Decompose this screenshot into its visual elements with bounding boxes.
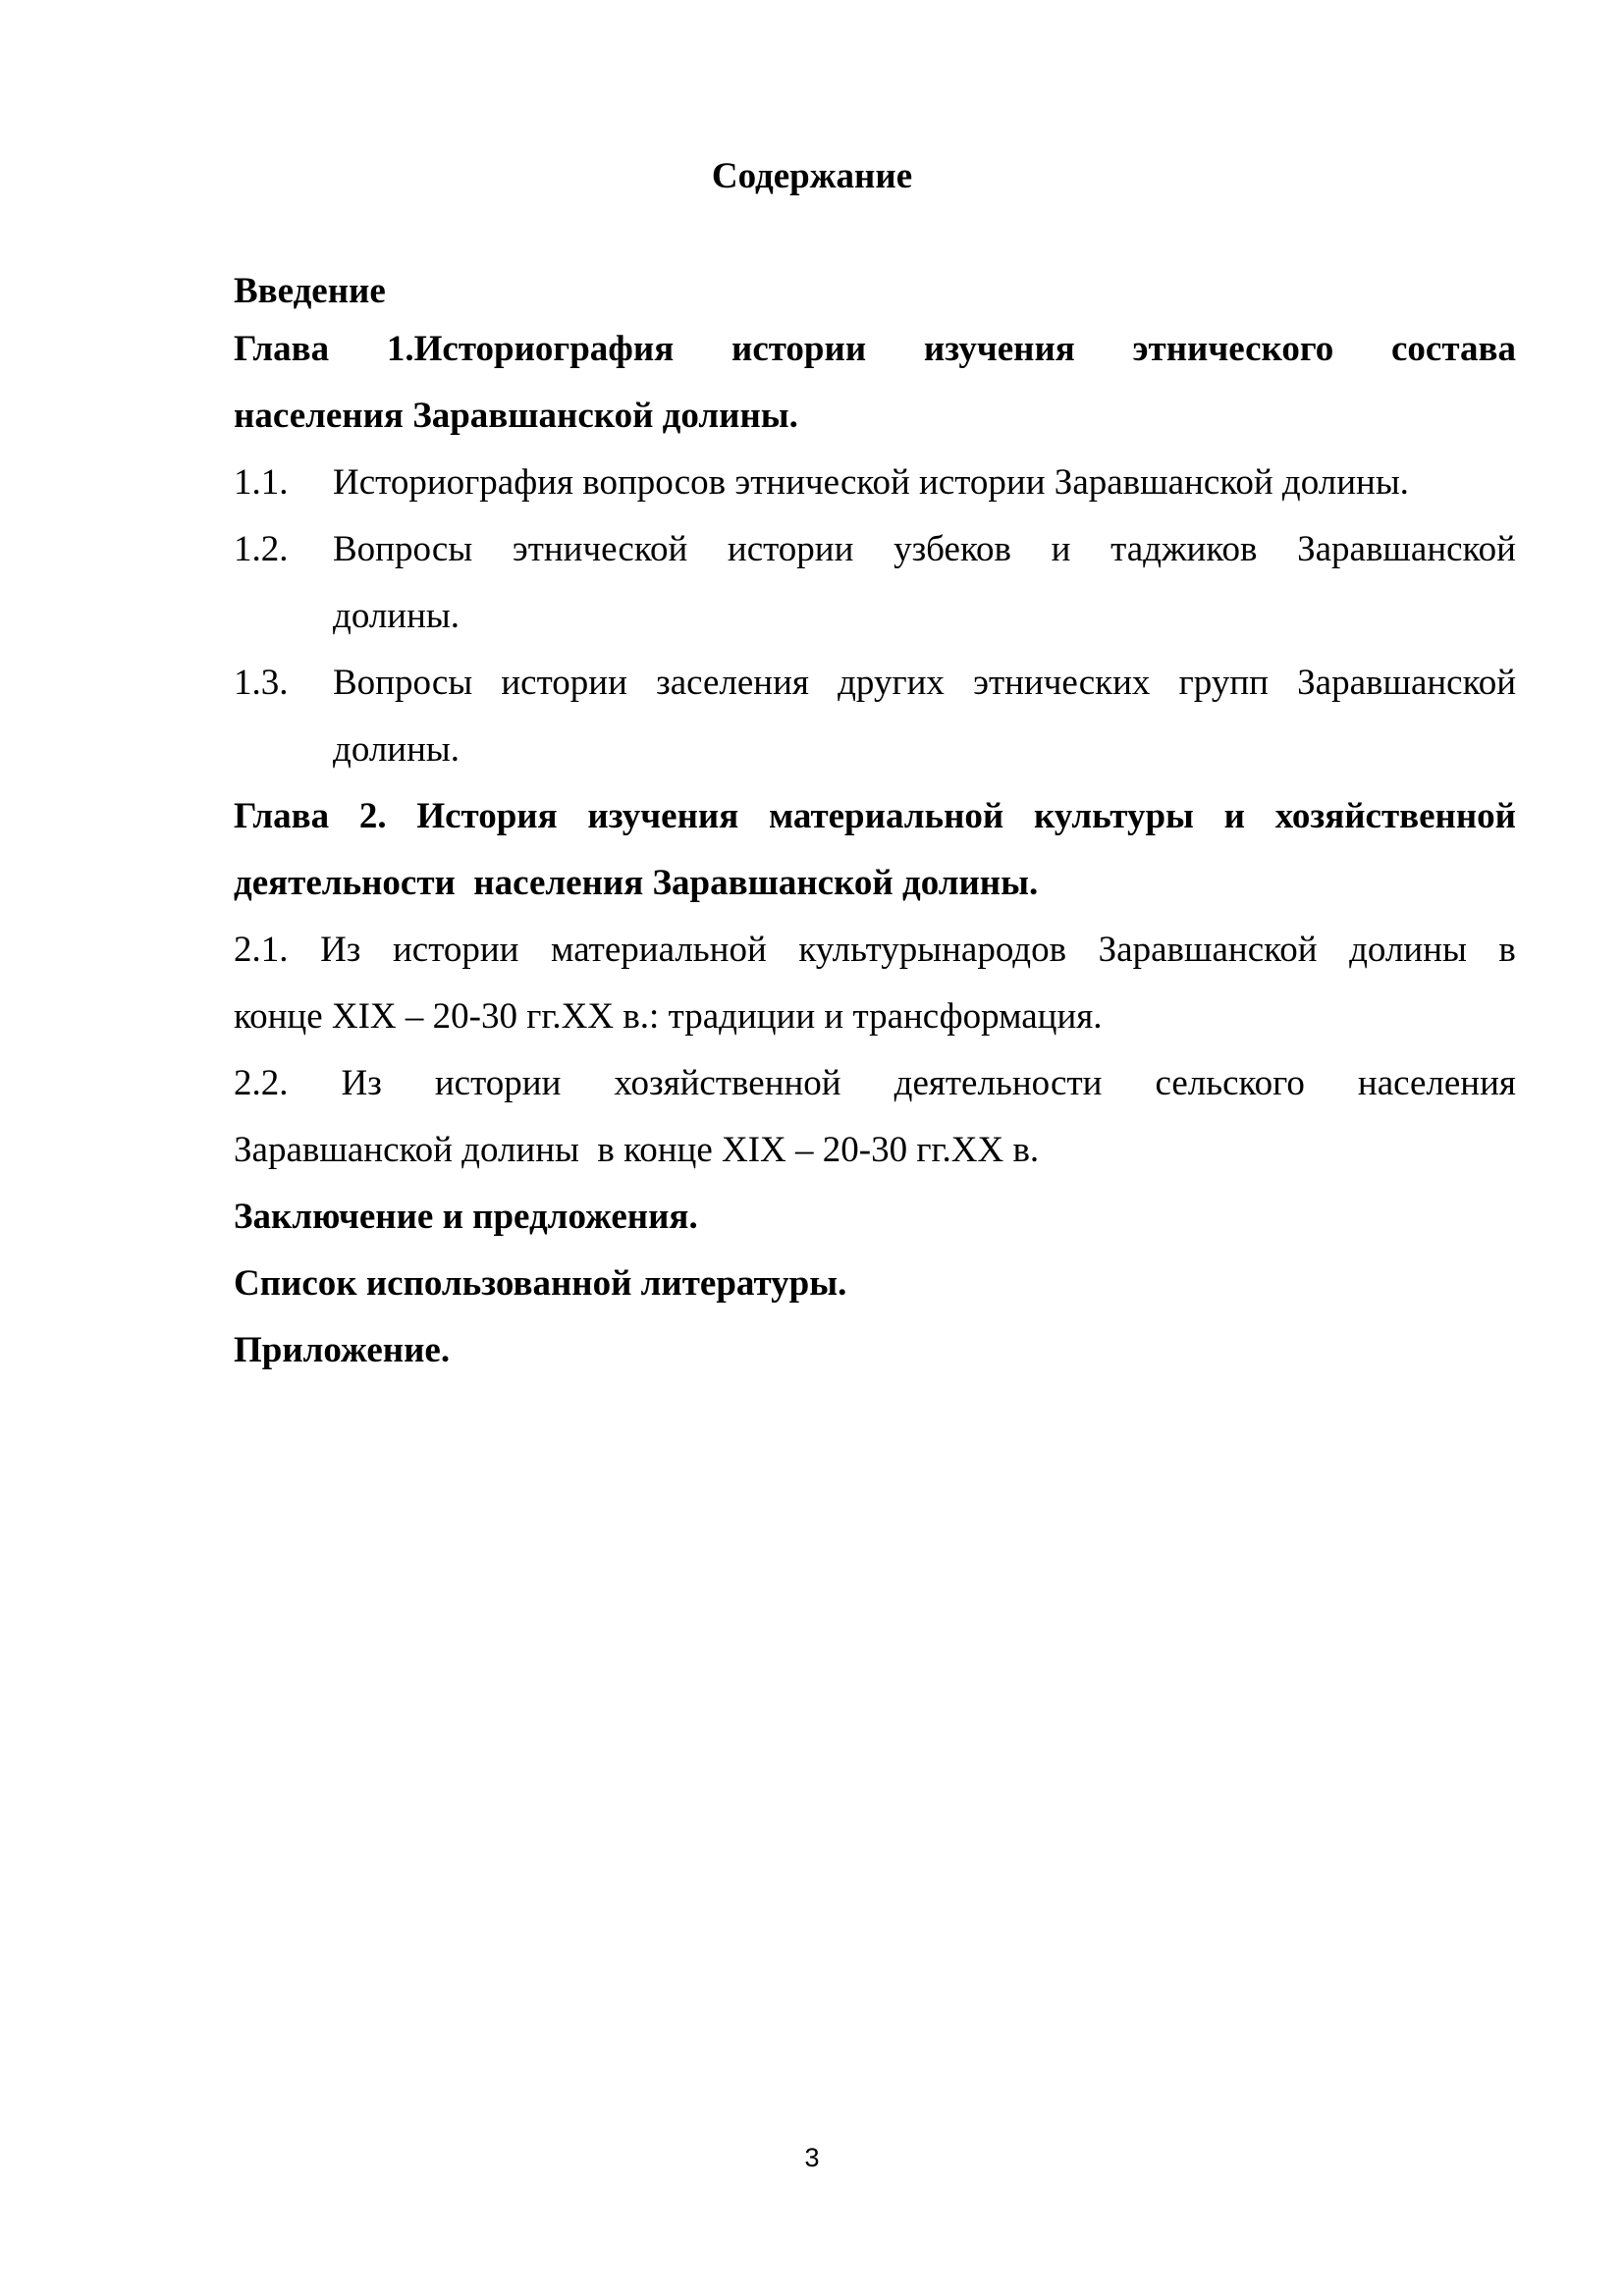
toc-bibliography: Список использованной литературы. [234, 1263, 847, 1304]
chapter-1-word: изучения [923, 329, 1075, 369]
section-word: Заравшанской [1098, 930, 1318, 970]
section-word: 2.1. [234, 930, 289, 970]
page-number: 3 [804, 2143, 820, 2172]
section-word: заселения [656, 663, 809, 703]
section-word: Вопросы [333, 529, 473, 569]
section-2-1-line-1 [234, 917, 1516, 984]
section-1-2-line-1 [333, 516, 1516, 583]
chapter-2-line-2: деятельности населения Заравшанской долины. [234, 863, 1039, 903]
section-1-2-line-2: долины. [333, 596, 460, 636]
section-text [333, 650, 1516, 783]
chapter-1-word: Глава [234, 329, 330, 369]
section-word: истории [434, 1063, 562, 1103]
section-word: долины [1349, 930, 1467, 970]
section-word: узбеков [893, 529, 1012, 569]
section-number: 1.2. [234, 529, 289, 569]
section-number: 1.1. [234, 462, 289, 503]
section-word: Из [320, 930, 361, 970]
section-word: Заравшанской [1297, 663, 1516, 703]
section-word: деятельности [893, 1063, 1103, 1103]
section-word: групп [1178, 663, 1269, 703]
section-word: Из [341, 1063, 382, 1103]
chapter-1-line-2: населения Заравшанской долины. [234, 396, 798, 436]
section-word: других [838, 663, 945, 703]
section-word: истории [501, 663, 627, 703]
section-2-1-line-2: конце XIX – 20-30 гг.XX в.: традиции и трансформация. [234, 996, 1103, 1037]
chapter-2-word: культуры [1033, 796, 1194, 836]
chapter-2-word: Глава [234, 796, 330, 836]
chapter-2-word: изучения [587, 796, 739, 836]
toc-introduction: Введение [234, 271, 386, 311]
section-word: Вопросы [333, 663, 473, 703]
section-2-2-line-2: Заравшанской долины в конце XIX – 20-30 гг.XX в. [234, 1130, 1040, 1170]
section-word: культурынародов [798, 930, 1067, 970]
chapter-2-word: История [416, 796, 558, 836]
chapter-1-line-1 [234, 316, 1516, 383]
chapter-2-word: материальной [768, 796, 1004, 836]
page-title: Содержание [711, 156, 913, 196]
chapter-1-word: истории [731, 329, 867, 369]
section-1-1-line-1: Историография вопросов этнической истории Заравшанской долины. [333, 462, 1409, 503]
toc-conclusion: Заключение и предложения. [234, 1197, 698, 1237]
chapter-1-word: этнического [1132, 329, 1334, 369]
section-word: 2.2. [234, 1063, 289, 1103]
toc-section-2-1 [234, 917, 1516, 1050]
toc-section-1-3 [234, 650, 1516, 783]
toc-section-1-2 [234, 516, 1516, 650]
toc-section-2-2 [234, 1050, 1516, 1184]
chapter-1-word: состава [1391, 329, 1516, 369]
toc-appendix: Приложение. [234, 1330, 451, 1370]
chapter-2-word: 2. [358, 796, 387, 836]
section-word: материальной [551, 930, 767, 970]
section-word: и [1051, 529, 1071, 569]
section-word: в [1498, 930, 1516, 970]
section-word: населения [1357, 1063, 1516, 1103]
section-text [333, 450, 1516, 516]
toc-chapter-2 [234, 783, 1516, 917]
section-word: этнических [973, 663, 1151, 703]
chapter-2-word: и [1223, 796, 1245, 836]
chapter-2-word: хозяйственной [1274, 796, 1516, 836]
table-of-contents [234, 267, 1516, 1384]
section-2-2-line-1 [234, 1050, 1516, 1117]
chapter-2-line-1 [234, 783, 1516, 850]
section-word: Заравшанской [1297, 529, 1516, 569]
section-word: сельского [1155, 1063, 1305, 1103]
toc-chapter-1 [234, 316, 1516, 450]
section-text [333, 516, 1516, 650]
section-word: хозяйственной [614, 1063, 841, 1103]
section-word: истории [727, 529, 854, 569]
section-number: 1.3. [234, 663, 289, 703]
section-1-3-line-1 [333, 650, 1516, 717]
chapter-1-word: 1.Историография [386, 329, 675, 369]
section-word: этнической [512, 529, 688, 569]
section-word: истории [392, 930, 519, 970]
section-word: таджиков [1110, 529, 1258, 569]
section-1-3-line-2: долины. [333, 729, 460, 770]
toc-section-1-1 [234, 450, 1516, 516]
